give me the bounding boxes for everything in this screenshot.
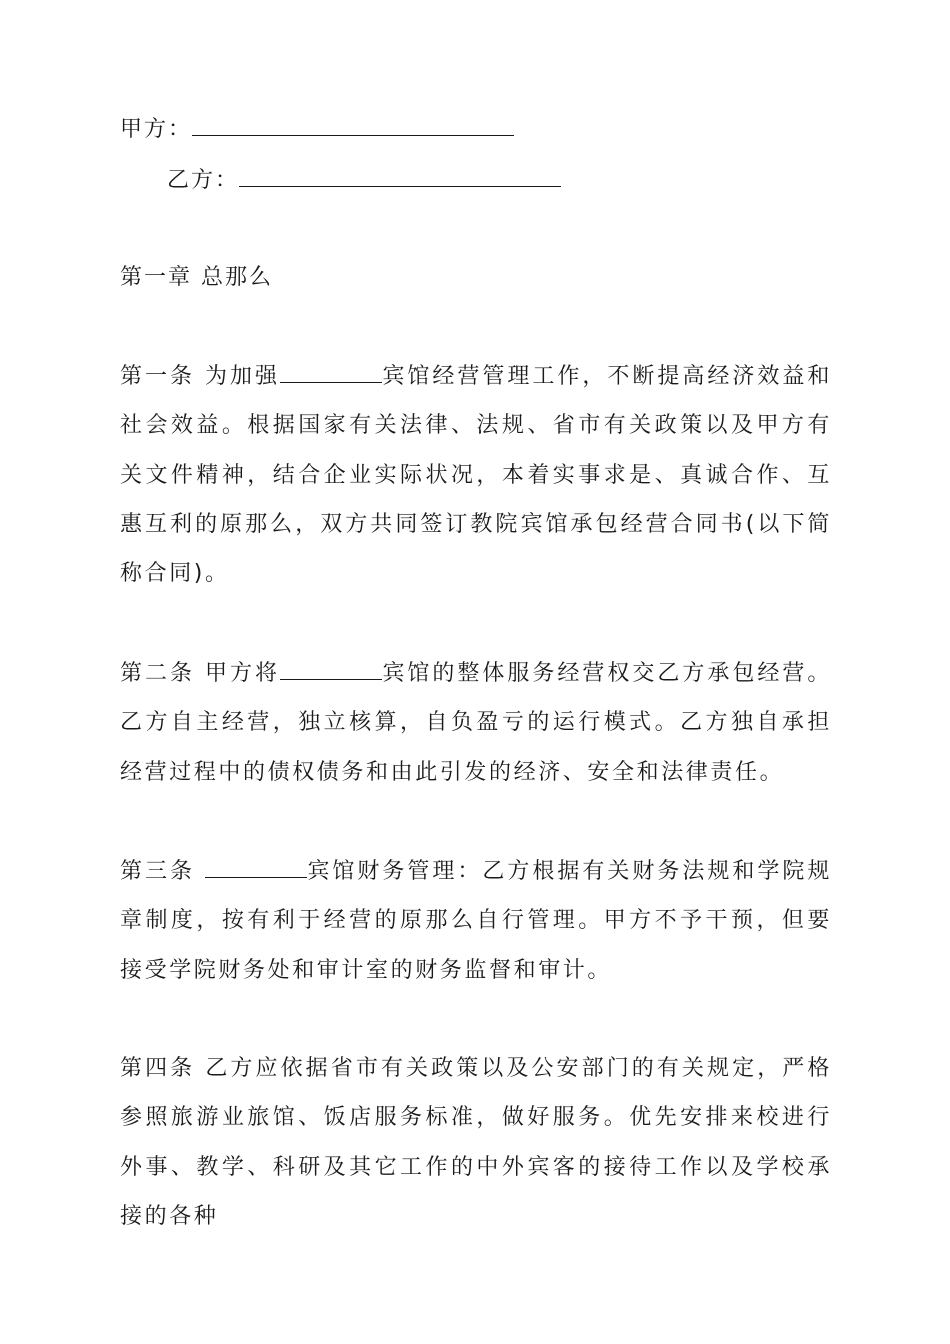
article-3-prefix: 第三条 xyxy=(120,859,205,884)
article-2-body: 宾馆的整体服务经营权交乙方承包经营。乙方自主经营，独立核算，自负盈亏的运行模式。乙方独自承担经营过程中的债权债务和由此引发的经济、安全和法律责任。 xyxy=(120,661,832,785)
article-3 xyxy=(120,847,832,995)
party-b-label: 乙方： xyxy=(167,168,240,193)
article-4-prefix: 第四条 xyxy=(120,1056,206,1081)
party-b-blank[interactable] xyxy=(239,164,561,187)
article-2-blank[interactable] xyxy=(280,657,382,680)
article-2 xyxy=(120,649,832,797)
article-1-body: 宾馆经营管理工作，不断提高经济效益和社会效益。根据国家有关法律、法规、省市有关政策以及甲方有关文件精神，结合企业实际状况，本着实事求是、真诚合作、互惠互利的原那么，双方共同签订教院宾馆承包经营合同书(以下简称合同)。 xyxy=(120,364,832,587)
article-2-prefix: 第二条 甲方将 xyxy=(120,661,280,686)
article-3-blank[interactable] xyxy=(205,855,307,878)
article-3-body: 宾馆财务管理：乙方根据有关财务法规和学院规章制度，按有利于经营的原那么自行管理。甲方不予干预，但要接受学院财务处和审计室的财务监督和审计。 xyxy=(120,859,832,983)
article-1-prefix: 第一条 为加强 xyxy=(120,364,280,389)
party-b-line xyxy=(167,164,561,196)
article-4 xyxy=(120,1044,832,1241)
chapter-1-title: 第一章 总那么 xyxy=(120,265,273,290)
party-a-line xyxy=(120,113,514,145)
article-1 xyxy=(120,352,832,598)
party-a-blank[interactable] xyxy=(192,113,514,136)
party-a-label: 甲方： xyxy=(120,117,193,142)
article-1-blank[interactable] xyxy=(280,360,382,383)
article-4-body: 乙方应依据省市有关政策以及公安部门的有关规定，严格参照旅游业旅馆、饭店服务标准，做好服务。优先安排来校进行外事、教学、科研及其它工作的中外宾客的接待工作以及学校承接的各种 xyxy=(120,1056,832,1229)
